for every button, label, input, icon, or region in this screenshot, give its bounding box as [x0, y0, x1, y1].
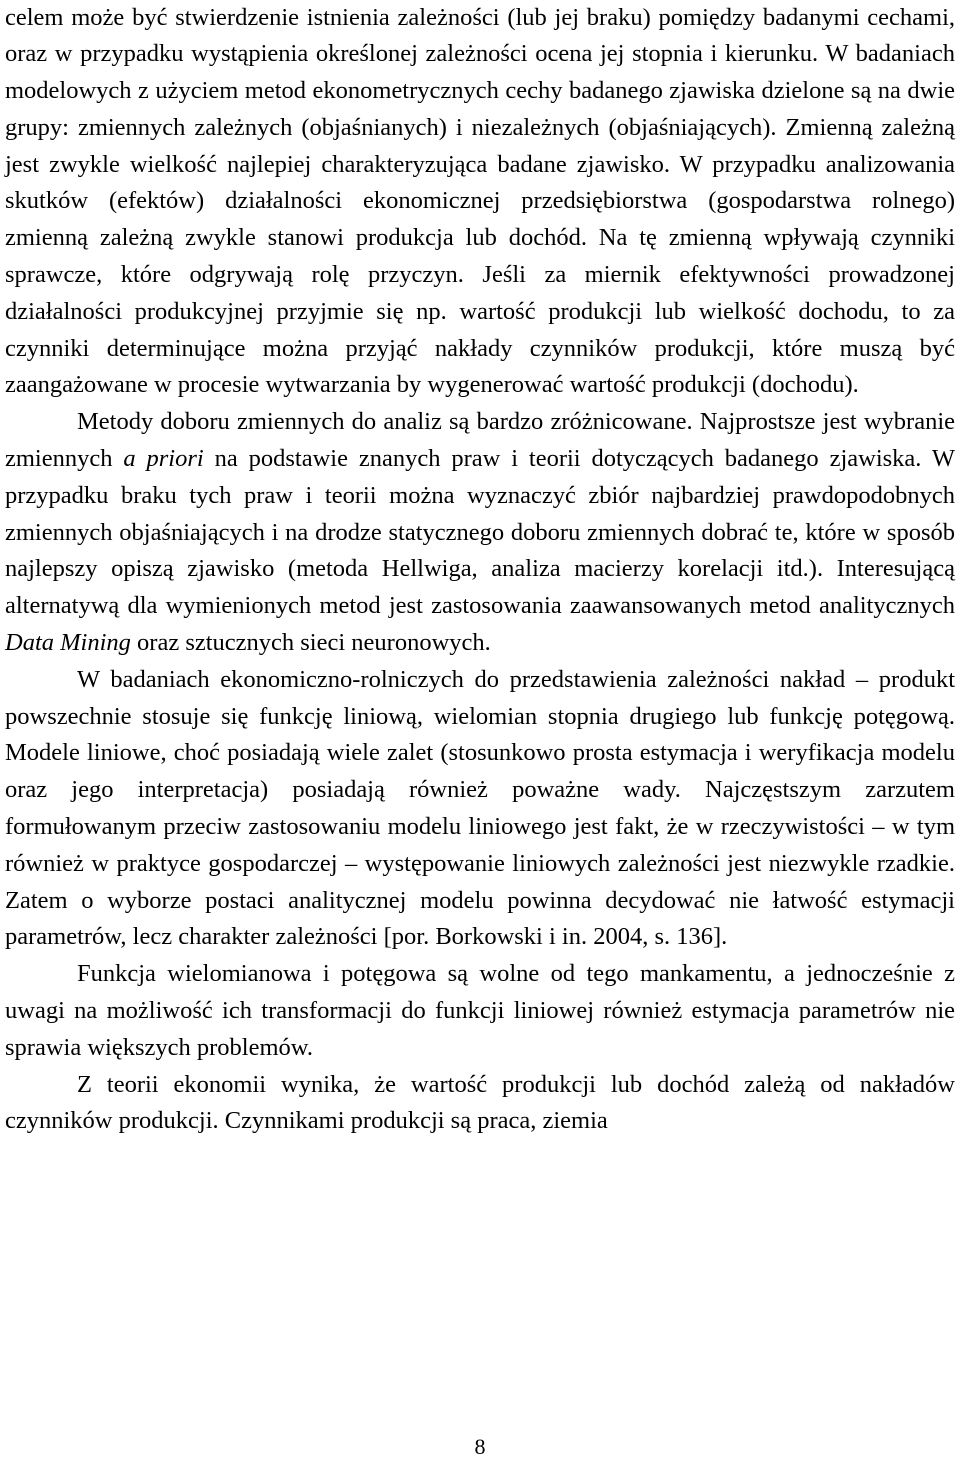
paragraph-3 — [5, 662, 955, 956]
paragraph-2-text-part-1: Metody doboru zmiennych do analiz są bardzo zróżnicowane. Najprostsze jest wybranie zmiennych — [5, 408, 955, 473]
paragraph-5 — [5, 1067, 955, 1141]
paragraph-2 — [5, 404, 955, 662]
paragraph-5-text: Z teorii ekonomii wynika, że wartość produkcji lub dochód zależą od nakładów czynników produkcji. Czynnikami produkcji są praca, ziemia — [5, 1070, 955, 1135]
paragraph-2-text-part-2: na podstawie znanych praw i teorii dotyczących badanego zjawiska. W przypadku braku tych praw i teorii można wyznaczyć zbiór najbardziej prawdopodobnych zmiennych objaśniających i na drodze statycznego doboru zmiennych dobrać te, które w sposób najlepszy opiszą zjawisko (metoda Hellwiga, analiza macierzy korelacji itd.). Interesującą alternatywą dla wymienionych metod jest zastosowania zaawansowanych metod analitycznych — [5, 445, 955, 620]
document-page — [5, 0, 955, 1140]
paragraph-3-text: W badaniach ekonomiczno-rolniczych do przedstawienia zależności nakład – produkt powszechnie stosuje się funkcję liniową, wielomian stopnia drugiego lub funkcję potęgową. Modele liniowe, choć posiadają wiele zalet (stosunkowo prosta estymacja i weryfikacja modelu oraz jego interpretacja) posiadają również poważne wady. Najczęstszym zarzutem formułowanym przeciw zastosowaniu modelu liniowego jest fakt, że w rzeczywistości – w tym również w praktyce gospodarczej – występowanie liniowych zależności jest niezwykle rzadkie. Zatem o wyborze postaci analitycznej modelu powinna decydować nie łatwość estymacji parametrów, lecz charakter zależności [por. Borkowski i in. 2004, s. 136]. — [5, 665, 955, 951]
paragraph-1-text: celem może być stwierdzenie istnienia zależności (lub jej braku) pomiędzy badanymi cechami, oraz w przypadku wystąpienia określonej zależności ocena jej stopnia i kierunku. W badaniach modelowych z użyciem metod ekonometrycznych cechy badanego zjawiska dzielone są na dwie grupy: zmiennych zależnych (objaśnianych) i niezależnych (objaśniających). Zmienną zależną jest zwykle wielkość najlepiej charakteryzująca badane zjawisko. W przypadku analizowania skutków (efektów) działalności ekonomicznej przedsiębiorstwa (gospodarstwa rolnego) zmienną zależną zwykle stanowi produkcja lub dochód. Na tę zmienną wpływają czynniki sprawcze, które odgrywają rolę przyczyn. Jeśli za miernik efektywności prowadzonej działalności produkcyjnej przyjmie się np. wartość produkcji lub wielkość dochodu, to za czynniki determinujące można przyjąć nakłady czynników produkcji, które muszą być zaangażowane w procesie wytwarzania by wygenerować wartość produkcji (dochodu). — [5, 3, 955, 399]
paragraph-4-text: Funkcja wielomianowa i potęgowa są wolne od tego mankamentu, a jednocześnie z uwagi na możliwość ich transformacji do funkcji liniowej również estymacja parametrów nie sprawia większych problemów. — [5, 960, 955, 1061]
paragraph-2-italic-a-priori: a priori — [123, 445, 204, 473]
paragraph-2-text-part-3: oraz sztucznych sieci neuronowych. — [130, 629, 491, 657]
paragraph-4 — [5, 956, 955, 1066]
paragraph-2-italic-data-mining: Data Mining — [5, 629, 131, 657]
page-number: 8 — [474, 1434, 486, 1459]
paragraph-1 — [5, 0, 955, 404]
